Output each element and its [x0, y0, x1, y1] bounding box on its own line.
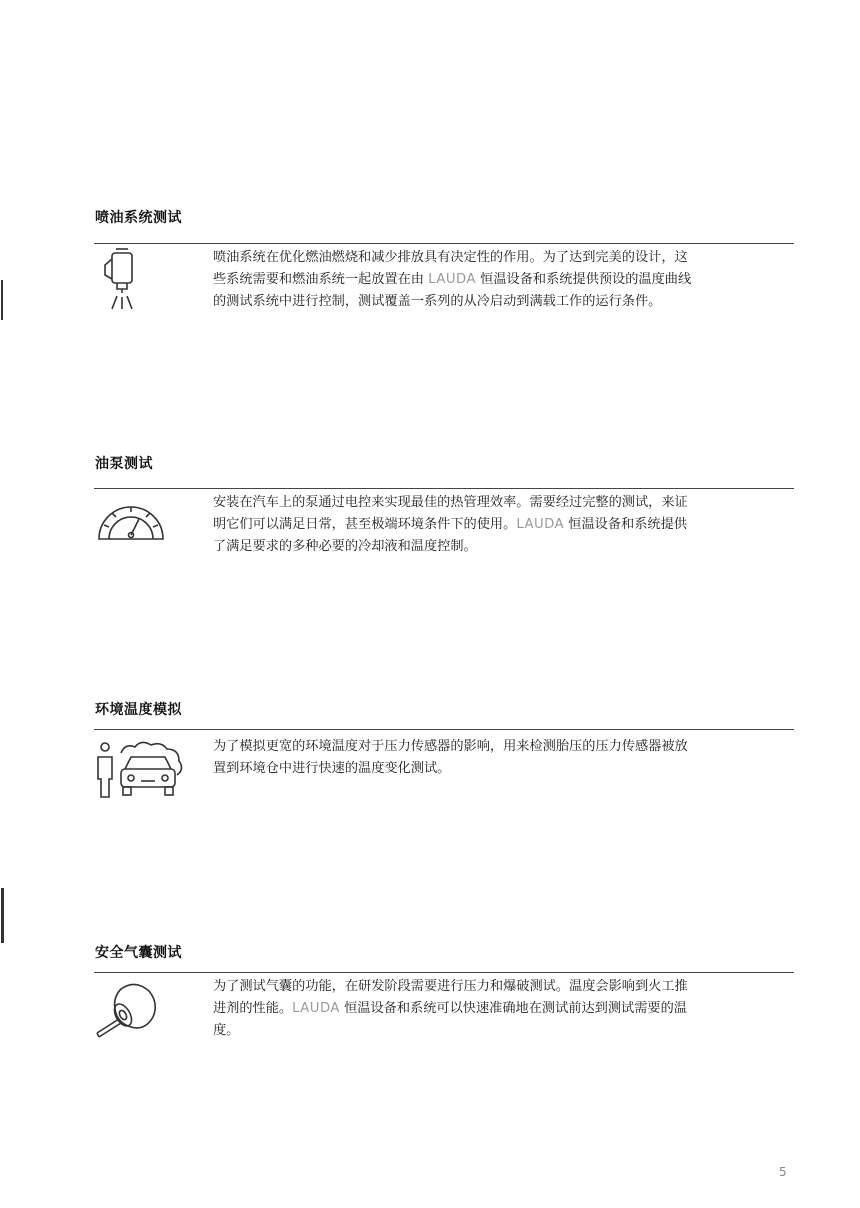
body-text: 为了模拟更宽的环境温度对于压力传感器的影响，用来检测胎压的压力传感器被放置到环境仓中进行快速的温度变化测试。	[213, 739, 688, 776]
body-text: 恒温设备和系统提供了满足要求的多种必要的冷却液和温度控制。	[213, 517, 687, 554]
section-body	[213, 736, 693, 780]
person-car-environment-icon	[95, 739, 187, 805]
section-title: 油泵测试	[95, 456, 153, 472]
section-title: 喷油系统测试	[95, 210, 182, 226]
section-title: 环境温度模拟	[95, 702, 182, 718]
brand-name: LAUDA	[428, 272, 476, 287]
page-number: 5	[779, 1165, 787, 1179]
brand-name: LAUDA	[292, 1001, 340, 1016]
body-text: 安装在汽车上的泵通过电控来实现最佳的热管理效率。需要经过完整的测试，来证明它们可以满足日常，甚至极端环境条件下的使用。	[213, 495, 688, 532]
body-text: 恒温设备和系统提供预设的温度曲线的测试系统中进行控制，测试覆盖一系列的从冷启动到满载工作的运行条件。	[213, 272, 692, 309]
scan-mark	[1, 888, 4, 943]
body-text: 恒温设备和系统可以快速准确地在测试前达到测试需要的温度。	[213, 1001, 687, 1038]
airbag-icon	[95, 979, 159, 1045]
scan-mark	[1, 280, 3, 320]
section-divider	[94, 488, 794, 489]
section-body	[213, 976, 693, 1042]
section-divider	[94, 972, 794, 973]
section-body	[213, 247, 693, 313]
body-text: 为了测试气囊的功能，在研发阶段需要进行压力和爆破测试。温度会影响到火工推进剂的性能。	[213, 979, 688, 1016]
section-body	[213, 492, 693, 558]
brand-name: LAUDA	[516, 517, 565, 532]
fuel-injector-icon	[95, 247, 147, 321]
section-divider	[94, 729, 794, 730]
section-title: 安全气囊测试	[95, 945, 182, 961]
gauge-icon	[95, 495, 167, 547]
body-text: 喷油系统在优化燃油燃烧和减少排放具有决定性的作用。为了达到完美的设计，这些系统需要和燃油系统一起放置在由	[213, 250, 688, 287]
section-divider	[94, 243, 794, 244]
